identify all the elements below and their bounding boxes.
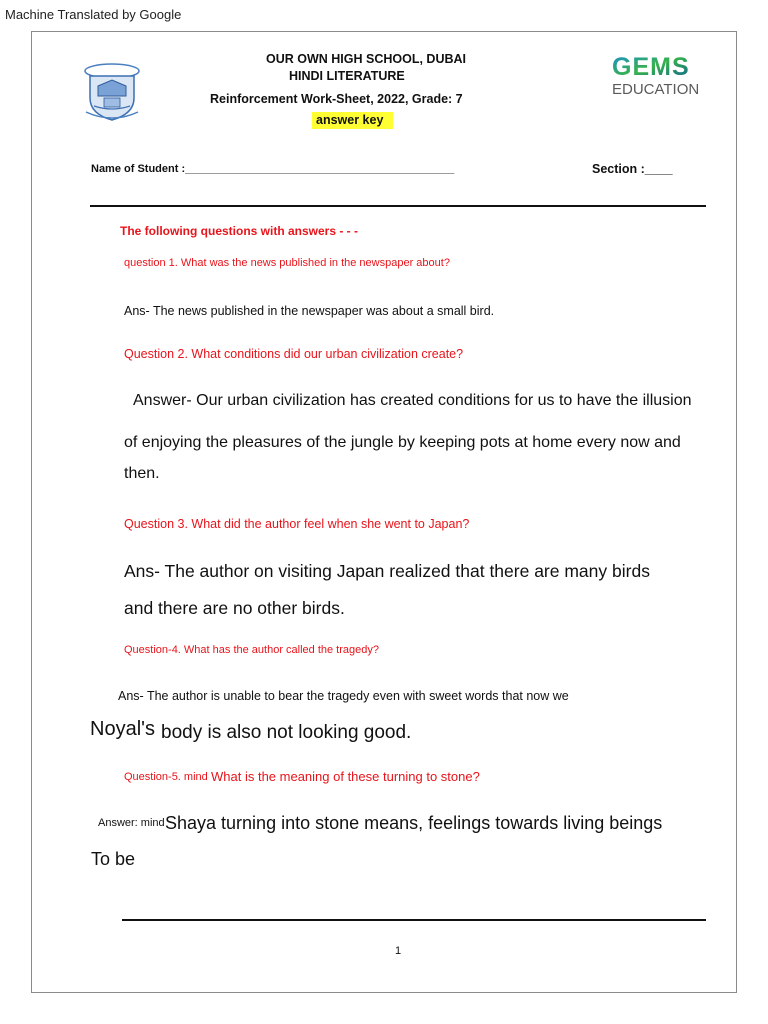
student-name-field: Name of Student :____________________________________________ xyxy=(91,163,455,175)
answer-5-line-2: To be xyxy=(91,849,136,869)
machine-translated-banner: Machine Translated by Google xyxy=(5,7,182,22)
question-2: Question 2. What conditions did our urban civilization create? xyxy=(124,347,464,361)
section-field: Section :____ xyxy=(592,162,673,176)
answer-5-line-1: Shaya turning into stone means, feelings towards living beings xyxy=(165,813,663,833)
answer-4-line-2-start: Noyal's xyxy=(90,718,155,740)
answer-3-line-2: and there are no other birds. xyxy=(124,598,345,618)
question-5-prefix: Question-5. mind xyxy=(124,771,208,783)
question-1: question 1. What was the news published in the newspaper about? xyxy=(124,257,450,269)
header-divider xyxy=(90,205,706,207)
answer-2-line-3: then. xyxy=(124,465,160,482)
question-3: Question 3. What did the author feel when she went to Japan? xyxy=(124,517,470,531)
school-name: OUR OWN HIGH SCHOOL, DUBAI xyxy=(266,52,466,66)
answer-2-line-2: of enjoying the pleasures of the jungle by keeping pots at home every now and xyxy=(124,434,681,451)
answer-5-prefix: Answer: mind xyxy=(98,817,165,829)
answer-1: Ans- The news published in the newspaper was about a small bird. xyxy=(124,304,495,318)
school-crest-logo xyxy=(80,62,144,129)
footer-divider xyxy=(122,919,706,921)
subject-title: HINDI LITERATURE xyxy=(289,69,405,83)
page-number: 1 xyxy=(395,945,402,957)
question-5: What is the meaning of these turning to stone? xyxy=(211,769,480,784)
brand-name: GEMS xyxy=(612,53,690,81)
answer-3-line-1: Ans- The author on visiting Japan realized that there are many birds xyxy=(124,561,650,581)
answer-4-line-1: Ans- The author is unable to bear the tragedy even with sweet words that now we xyxy=(118,689,569,703)
brand-subtitle: EDUCATION xyxy=(612,81,700,98)
answer-4-line-2-end: body is also not looking good. xyxy=(161,722,412,743)
answer-key-highlight: answer key xyxy=(312,112,393,129)
gems-education-logo xyxy=(610,52,706,105)
answer-2-line-1: Answer- Our urban civilization has created conditions for us to have the illusion xyxy=(133,392,692,409)
question-4: Question-4. What has the author called the tragedy? xyxy=(124,644,379,656)
intro-heading: The following questions with answers - - - xyxy=(120,224,359,238)
worksheet-title: Reinforcement Work-Sheet, 2022, Grade: 7 xyxy=(210,92,463,106)
